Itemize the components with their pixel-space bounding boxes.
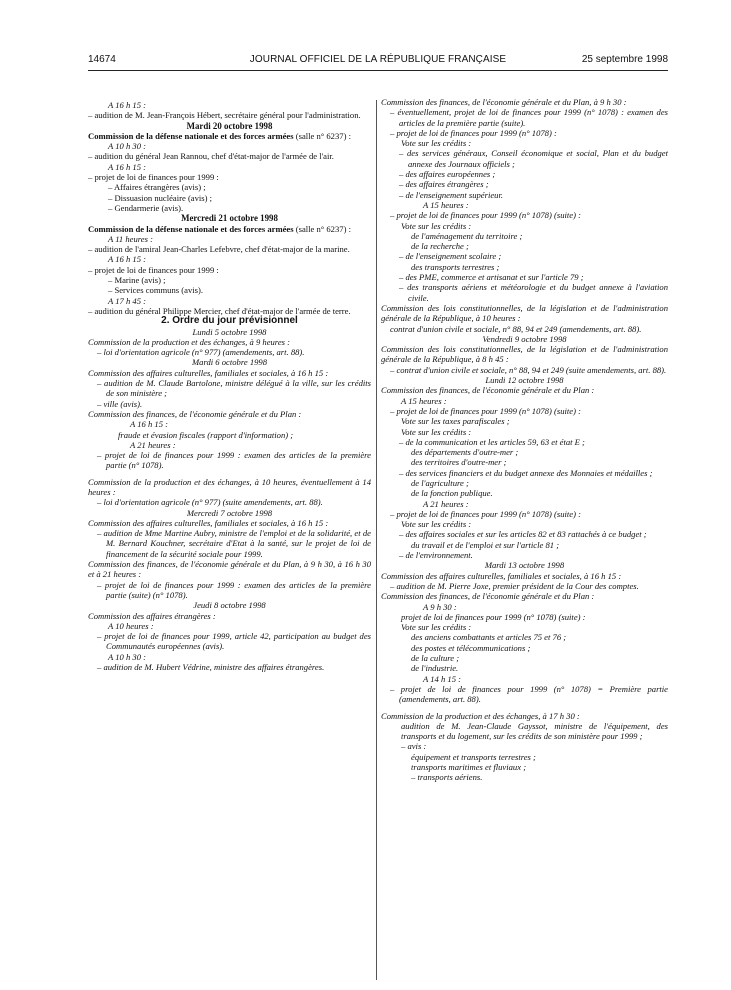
agenda-item: – loi d'orientation agricole (n° 977) (amendements, art. 88). bbox=[97, 347, 305, 358]
vote-label: Vote sur les crédits : bbox=[401, 622, 472, 633]
credit-item: des anciens combattants et articles 75 et 76 ; bbox=[411, 632, 567, 643]
page-header bbox=[88, 54, 668, 68]
commission-line: Commission des finances, de l'économie générale et du Plan, à 9 h 30, à 16 h 30 et à 21 heures : bbox=[88, 559, 371, 580]
commission-line: Commission des finances, de l'économie générale et du Plan, à 9 h 30 : bbox=[381, 97, 627, 107]
commission-line: Commission des finances, de l'économie générale et du Plan : bbox=[381, 385, 595, 396]
commission-heading bbox=[88, 224, 371, 234]
agenda-item: – projet de loi de finances pour 1999 (n° 1078) = Première partie (amendements, art. 88). bbox=[390, 683, 668, 705]
credit-item: du travail et de l'emploi et sur l'article 81 ; bbox=[411, 539, 560, 550]
credit-item: transports maritimes et fluviaux ; bbox=[411, 762, 527, 772]
journal-title: JOURNAL OFFICIEL DE LA RÉPUBLIQUE FRANÇAISE bbox=[249, 54, 507, 65]
date-heading: Mardi 13 octobre 1998 bbox=[484, 560, 565, 571]
credit-item: des départements d'outre-mer ; bbox=[411, 447, 519, 458]
credit-item: de l'agriculture ; bbox=[411, 477, 469, 488]
agenda-item: contrat d'union civile et sociale, n° 88, 94 et 249 (amendements, art. 88). bbox=[390, 323, 642, 334]
date-heading: Mardi 6 octobre 1998 bbox=[191, 357, 268, 368]
agenda-subitem: – Gendarmerie (avis). bbox=[108, 202, 184, 213]
credit-item: – transports aériens. bbox=[411, 772, 483, 783]
date-heading: Mardi 20 octobre 1998 bbox=[186, 120, 273, 131]
time-label: A 17 h 45 : bbox=[108, 295, 147, 306]
agenda-subitem: – Services communs (avis). bbox=[108, 285, 203, 296]
agenda-item: – audition de M. Hubert Védrine, ministre des affaires étrangères. bbox=[97, 662, 325, 673]
time-label: A 10 heures : bbox=[108, 620, 154, 631]
time-label: A 10 h 30 : bbox=[108, 651, 147, 662]
commission-line: Commission de la production et des échanges, à 9 heures : bbox=[88, 336, 291, 347]
page-number: 14674 bbox=[88, 54, 116, 65]
agenda-item: projet de loi de finances pour 1999 (n° 1078) (suite) : bbox=[401, 611, 586, 622]
credit-item: de la recherche ; bbox=[411, 241, 469, 252]
agenda-item: – contrat d'union civile et sociale, n° 88, 94 et 249 (suite amendements, art. 88). bbox=[390, 364, 667, 375]
credit-item: – des affaires sociales et sur les articles 82 et 83 rattachés à ce budget ; bbox=[399, 529, 647, 540]
agenda-item: – audition du général Philippe Mercier, chef d'état-major de l'armée de terre. bbox=[88, 305, 351, 316]
vote-label: Vote sur les crédits : bbox=[401, 519, 472, 530]
date-heading: Jeudi 8 octobre 1998 bbox=[193, 600, 266, 611]
credit-item: – des PME, commerce et artisanat et sur l'article 79 ; bbox=[399, 272, 584, 283]
vote-label: Vote sur les taxes parafiscales ; bbox=[401, 416, 510, 427]
agenda-subitem: – Affaires étrangères (avis) ; bbox=[108, 182, 206, 193]
time-label: A 15 heures : bbox=[423, 199, 469, 210]
agenda-item: – projet de loi de finances pour 1999 (n° 1078) (suite) : bbox=[390, 210, 581, 221]
header-rule bbox=[88, 70, 668, 71]
credit-item: équipement et transports terrestres ; bbox=[411, 751, 536, 762]
date-heading: Lundi 5 octobre 1998 bbox=[192, 326, 267, 337]
agenda-item: – audition du général Jean Rannou, chef d'état-major de l'armée de l'air. bbox=[88, 151, 334, 162]
agenda-item: – éventuellement, projet de loi de finances pour 1999 (n° 1078) : examen des articles de la première partie (suite). bbox=[390, 107, 668, 128]
commission-heading bbox=[88, 131, 371, 141]
credit-item: – des affaires européennes ; bbox=[399, 169, 496, 180]
credit-item: de l'industrie. bbox=[411, 663, 459, 674]
vote-label: Vote sur les crédits : bbox=[401, 426, 472, 437]
commission-line: Commission des affaires culturelles, familiales et sociales, à 16 h 15 : bbox=[381, 570, 622, 581]
commission-line: Commission des affaires culturelles, familiales et sociales, à 16 h 15 : bbox=[88, 367, 329, 378]
agenda-item: – projet de loi de finances pour 1999 (n° 1078) (suite) : bbox=[390, 508, 581, 519]
agenda-item: – avis : bbox=[401, 741, 427, 752]
time-label: A 16 h 15 : bbox=[130, 419, 169, 430]
credit-item: de la fonction publique. bbox=[411, 488, 493, 499]
time-label: A 11 heures : bbox=[108, 233, 153, 244]
commission-line: Commission de la production et des échanges, à 17 h 30 : bbox=[381, 710, 580, 721]
right-column bbox=[381, 97, 668, 783]
vote-label: Vote sur les crédits : bbox=[401, 220, 472, 231]
agenda-item: – projet de loi de finances pour 1999 : bbox=[88, 172, 219, 183]
credit-item: – des affaires étrangères ; bbox=[399, 179, 489, 190]
credit-item: des territoires d'outre-mer ; bbox=[411, 457, 507, 468]
credit-item: – des transports aériens et météorologie et du budget annexe à l'aviation civile. bbox=[399, 282, 668, 303]
agenda-item: – audition de Mme Martine Aubry, ministre de l'emploi et de la solidarité, et de M. Bernard Kouchner, secrétaire d'Etat à la santé, sur le projet de loi de financement de la sécurité sociale pour 1999. bbox=[97, 528, 371, 559]
commission-room: (salle n° 6237) : bbox=[293, 223, 351, 234]
commission-name: Commission de la défense nationale et des forces armées bbox=[88, 130, 294, 141]
commission-line: Commission des finances, de l'économie générale et du Plan : bbox=[381, 591, 595, 602]
credit-item: des transports terrestres ; bbox=[411, 261, 500, 272]
commission-name: Commission de la défense nationale et des forces armées bbox=[88, 223, 294, 234]
date-heading: Lundi 12 octobre 1998 bbox=[485, 375, 564, 386]
commission-line: Commission des affaires culturelles, familiales et sociales, à 16 h 15 : bbox=[88, 517, 329, 528]
column-divider bbox=[376, 100, 377, 980]
issue-date: 25 septembre 1998 bbox=[581, 54, 668, 65]
time-label: A 9 h 30 : bbox=[423, 601, 457, 612]
commission-line: Commission de la production et des échanges, à 10 heures, éventuellement à 14 heures : bbox=[88, 476, 371, 497]
time-label: A 21 heures : bbox=[423, 498, 469, 509]
credit-item: – de l'enseignement supérieur. bbox=[399, 189, 503, 200]
commission-line: Commission des lois constitutionnelles, de la législation et de l'administration générale de la République, à 10 heures : bbox=[381, 302, 668, 324]
section-title: 2. Ordre du jour prévisionnel bbox=[161, 315, 298, 327]
credit-item: – de la communication et les articles 59, 63 et état E ; bbox=[399, 436, 585, 447]
credit-item: – des services financiers et du budget annexe des Monnaies et médailles ; bbox=[399, 467, 653, 478]
agenda-item: – projet de loi de finances pour 1999, article 42, participation au budget des Communautés européennes (avis). bbox=[97, 631, 371, 652]
agenda-item: – ville (avis). bbox=[97, 398, 143, 409]
commission-line: Commission des lois constitutionnelles, de la législation et de l'administration générale de la République, à 8 h 45 : bbox=[381, 344, 668, 365]
date-heading: Mercredi 7 octobre 1998 bbox=[186, 507, 273, 518]
time-label: A 16 h 15 : bbox=[108, 100, 147, 110]
commission-line: Commission des finances, de l'économie générale et du Plan : bbox=[88, 408, 302, 419]
agenda-item: – loi d'orientation agricole (n° 977) (suite amendements, art. 88). bbox=[97, 497, 323, 508]
credit-item: de l'aménagement du territoire ; bbox=[411, 230, 523, 241]
credit-item: de la culture ; bbox=[411, 653, 460, 664]
agenda-item: – projet de loi de finances pour 1999 : bbox=[88, 264, 219, 275]
time-label: A 21 heures : bbox=[130, 439, 176, 450]
agenda-subitem: – Dissuasion nucléaire (avis) ; bbox=[108, 192, 213, 203]
agenda-item: – projet de loi de finances pour 1999 (n° 1078) : bbox=[390, 127, 557, 138]
credit-item: – des services généraux, Conseil économique et social, Plan et du budget annexe des Journaux officiels ; bbox=[399, 148, 668, 169]
credit-item: des postes et télécommunications ; bbox=[411, 642, 531, 653]
commission-room: (salle n° 6237) : bbox=[293, 130, 351, 141]
agenda-subitem: – Marine (avis) ; bbox=[108, 275, 166, 286]
credit-item: – de l'environnement. bbox=[399, 550, 473, 561]
left-column bbox=[88, 100, 371, 672]
date-heading: Vendredi 9 octobre 1998 bbox=[482, 333, 567, 344]
agenda-item: – audition de M. Claude Bartolone, ministre délégué à la ville, sur les crédits de son ministère ; bbox=[97, 378, 371, 399]
credit-item: – de l'enseignement scolaire ; bbox=[399, 251, 502, 262]
time-label: A 10 h 30 : bbox=[108, 141, 147, 152]
agenda-item: – audition de M. Jean-François Hébert, secrétaire général pour l'administration. bbox=[88, 110, 361, 121]
time-label: A 15 heures : bbox=[401, 395, 447, 406]
agenda-item: audition de M. Jean-Claude Gayssot, ministre de l'équipement, des transports et du logement, sur les crédits de son ministère pour 1999 ; bbox=[401, 720, 668, 742]
agenda-item: – audition de l'amiral Jean-Charles Lefebvre, chef d'état-major de la marine. bbox=[88, 244, 350, 255]
agenda-item: – projet de loi de finances pour 1999 (n° 1078) (suite) : bbox=[390, 405, 581, 416]
commission-line: Commission des affaires étrangères : bbox=[88, 610, 216, 621]
agenda-item: – projet de loi de finances pour 1999 : examen des articles de la première partie (suite) (n° 1078). bbox=[97, 579, 371, 600]
vote-label: Vote sur les crédits : bbox=[401, 138, 472, 149]
time-label: A 16 h 15 : bbox=[108, 254, 147, 265]
agenda-item: – audition de M. Pierre Joxe, premier président de la Cour des comptes. bbox=[390, 580, 639, 591]
time-label: A 16 h 15 : bbox=[108, 161, 147, 172]
date-heading: Mercredi 21 octobre 1998 bbox=[181, 213, 278, 224]
agenda-item: – projet de loi de finances pour 1999 : examen des articles de la première partie (n° 1078). bbox=[97, 450, 371, 471]
agenda-item: fraude et évasion fiscales (rapport d'information) ; bbox=[118, 429, 294, 440]
time-label: A 14 h 15 : bbox=[423, 673, 462, 684]
